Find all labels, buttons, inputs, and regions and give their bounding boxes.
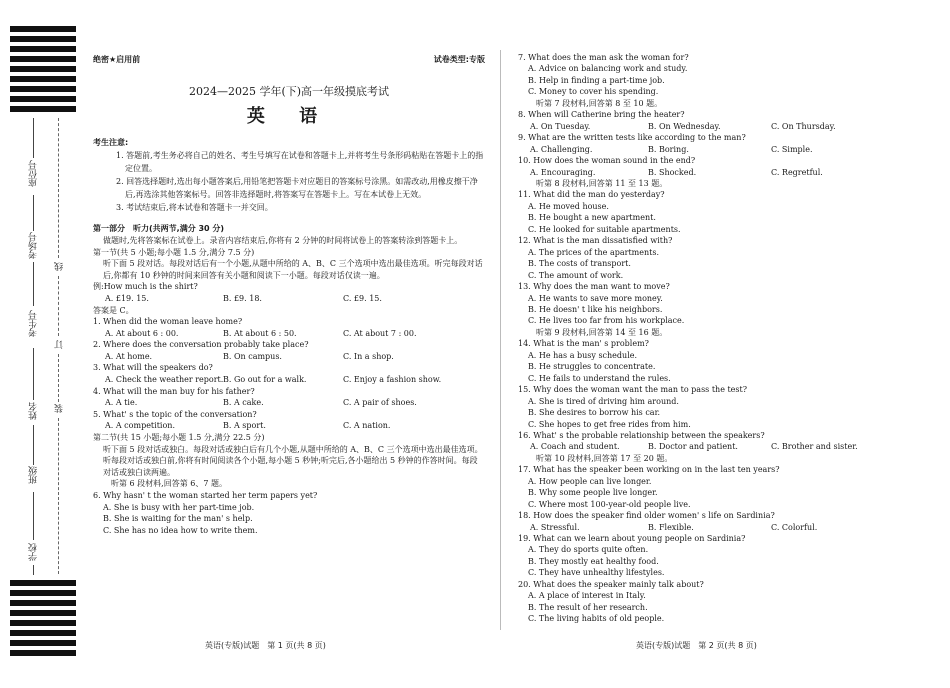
binding-mark-staple: 订 [55,340,65,349]
option: C. They have unhealthy lifestyles. [528,568,665,578]
left-questions [93,316,485,432]
right-questions [518,52,918,625]
option: C. Where most 100-year-old people live. [528,499,691,509]
note-item: 1. 答题前,考生务必将自己的姓名、考生号填写在试卷和答题卡上,并将考生号条形码粘贴在答题卡上的指定位置。 [116,151,484,174]
option: B. The costs of transport. [528,259,631,269]
option: B. He doesn' t like his neighbors. [528,304,663,314]
option: A. A tie. [105,398,138,408]
binding-mark-bind: 装 [55,404,65,413]
question-text: 13. Why does the man want to move? [518,282,670,292]
options-row [93,351,485,363]
field-line [33,118,34,158]
option: A. At about 6 : 00. [105,328,179,338]
option: A. He moved house. [528,201,609,211]
confidential-label: 绝密★启用前 [93,55,141,64]
option: C. Enjoy a fashion show. [343,375,442,385]
option: B. Shocked. [648,167,697,177]
field-line [33,195,34,231]
options-row [518,441,918,452]
option: C. Brother and sister. [771,442,858,452]
left-column [93,54,485,536]
example-option-a: A. £19. 15. [105,293,149,303]
question-text: 18. How does the speaker find older women' s life on Sardinia? [518,511,775,521]
option: C. He looked for suitable apartments. [528,224,681,234]
option: A. A place of interest in Italy. [528,591,646,601]
options-row [93,374,485,386]
material-note: 听第 9 段材料,回答第 14 至 16 题。 [536,327,668,337]
option: A. The prices of the apartments. [528,247,659,257]
options-row [518,522,918,533]
options-row [93,397,485,409]
option: C. The amount of work. [528,270,624,280]
material-note: 听第 7 段材料,回答第 8 至 10 题。 [536,98,663,108]
option: C. He fails to understand the rules. [528,373,671,383]
part1-heading: 第一部分 听力(共两节,满分 30 分) [93,224,225,234]
question-text: 15. Why does the woman want the man to pass the test? [518,385,748,395]
page-header [93,54,485,66]
options-row [93,328,485,340]
option: B. She is waiting for the man' s help. [103,514,253,524]
question-text: 9. What are the written tests like according to the man? [518,133,746,143]
option: B. A cake. [223,398,264,408]
option: B. He bought a new apartment. [528,213,656,223]
question-text: 17. What has the speaker been working on in the last ten years? [518,465,780,475]
footer-left: 英语(专版)试题 第 1 页(共 8 页) [205,641,326,650]
section2-intro: 听下面 5 段对话或独白。每段对话或独白后有几个小题,从题中所给的 A、B、C 三个选项中选出最佳选项。听每段对话或独白前,你将有时间阅读各个小题,每小题 5 秒钟;听完后,各小题给出 5 秒钟的作答时间。每段对话或独白读两遍。 [103,444,483,477]
question-text: 3. What will the speakers do? [93,363,213,373]
option: A. Advice on balancing work and study. [528,64,688,74]
option: C. Simple. [771,144,813,154]
material-note: 听第 8 段材料,回答第 11 至 13 题。 [536,178,668,188]
option: B. Help in finding a part-time job. [528,75,665,85]
option: C. At about 7 : 00. [343,328,417,338]
field-line [33,492,34,540]
option: B. He struggles to concentrate. [528,362,656,372]
field-line [33,425,34,465]
footer-right: 英语(专版)试题 第 2 页(共 8 页) [636,641,757,650]
option: A. They do sports quite often. [528,545,649,555]
option: B. Flexible. [648,522,694,532]
example-question: 例:How much is the shirt? [93,282,198,292]
option: C. In a shop. [343,351,394,361]
question-text: 7. What does the man ask the woman for? [518,53,689,62]
right-column [518,52,918,625]
option: B. Boring. [648,144,689,154]
option: A. Encouraging. [530,167,596,177]
option: B. She desires to borrow his car. [528,408,661,418]
material-note: 听第 6 段材料,回答第 6、7 题。 [111,479,227,489]
option: A. A competition. [105,421,175,431]
option: B. The result of her research. [528,602,648,612]
option: C. He lives too far from his workplace. [528,316,685,326]
candidate-number-label: 考生号 [29,310,39,337]
option: C. Money to cover his spending. [528,87,659,97]
exam-room-label: 考场号 [29,232,39,259]
option: C. Regretful. [771,167,823,177]
question-text: 4. What will the man buy for his father? [93,386,255,396]
field-line [33,565,34,575]
option: B. At about 6 : 50. [223,328,297,338]
question-text: 11. What did the man do yesterday? [518,190,665,200]
option: A. Challenging. [530,144,593,154]
option: B. On campus. [223,351,282,361]
option: A. At home. [105,351,153,361]
option: C. A pair of shoes. [343,398,417,408]
option: A. Coach and student. [530,442,620,452]
example-answer: 答案是 C。 [93,305,134,315]
question-text: 10. How does the woman sound in the end? [518,156,696,166]
option: B. On Wednesday. [648,121,721,131]
option: A. Check the weather report. [105,375,224,385]
option: C. A nation. [343,421,391,431]
option: A. She is tired of driving him around. [528,396,679,406]
subject-title: 英 语 [246,106,332,128]
option: A. Stressful. [530,522,580,532]
option: C. She has no idea how to write them. [103,525,258,535]
question-text: 8. When will Catherine bring the heater? [518,110,685,120]
option: C. On Thursday. [771,121,836,131]
part1-intro: 做题时,先将答案标在试卷上。录音内容结束后,你将有 2 分钟的时间将试卷上的答案转涂到答题卡上。 [103,235,463,245]
example-option-c: C. £9. 15. [343,293,382,303]
binding-line [58,276,59,336]
section1-heading: 第一节(共 5 小题;每小题 1.5 分,满分 7.5 分) [93,247,255,257]
option: B. Why some people live longer. [528,488,658,498]
options-row [518,144,918,155]
option: B. A sport. [223,421,266,431]
question-text: 16. What' s the probable relationship between the speakers? [518,430,765,440]
options-row [518,167,918,178]
school-label: 学校 [29,543,39,561]
question-text: 5. What' s the topic of the conversation? [93,409,257,419]
option: B. Doctor and patient. [648,442,738,452]
section2-heading: 第二节(共 15 小题;每小题 1.5 分,满分 22.5 分) [93,433,265,443]
option: C. Colorful. [771,522,818,532]
option: C. She hopes to get free rides from him. [528,419,691,429]
question-text: 1. When did the woman leave home? [93,317,243,327]
section1-intro: 听下面 5 段对话。每段对话后有一个小题,从题中所给的 A、B、C 三个选项中选出最佳选项。听完每段对话后,你都有 10 秒钟的时间来回答有关小题和阅读下一小题。每段对话仅读一遍。 [103,259,483,280]
class-label: 班级 [29,466,39,484]
notes-title: 考生注意: [93,137,129,147]
option: A. How people can live longer. [528,476,652,486]
paper-type-label: 试卷类型:专版 [433,55,485,64]
field-line [33,262,34,306]
option: A. On Tuesday. [530,121,591,131]
binding-mark-line: 线 [55,262,65,271]
option: A. She is busy with her part-time job. [103,502,255,512]
question-text: 6. Why hasn' t the woman started her term papers yet? [93,491,318,501]
options-row [93,420,485,432]
binding-line [58,418,59,574]
example-option-b: B. £9. 18. [223,293,262,303]
option: A. He wants to save more money. [528,293,663,303]
question-text: 12. What is the man dissatisfied with? [518,236,673,246]
name-label: 姓名 [29,402,39,420]
question-text: 14. What is the man' s problem? [518,339,649,349]
binding-line [58,118,59,258]
question-text: 20. What does the speaker mainly talk about? [518,579,704,589]
field-line [33,348,34,400]
note-item: 3. 考试结束后,将本试卷和答题卡一并交回。 [116,202,273,212]
material-note: 听第 10 段材料,回答第 17 至 20 题。 [536,453,673,463]
binding-line [58,354,59,402]
option: A. He has a busy schedule. [528,350,638,360]
seat-number-label: 座位号 [29,160,39,187]
column-divider [500,50,501,630]
question-text: 2. Where does the conversation probably take place? [93,340,309,350]
option: B. Go out for a walk. [223,375,307,385]
notes-list [93,150,485,214]
example-options [93,293,485,305]
option: B. They mostly eat healthy food. [528,556,659,566]
note-item: 2. 回答选择题时,选出每小题答案后,用铅笔把答题卡对应题目的答案标号涂黑。如需改动,用橡皮擦干净后,再选涂其他答案标号。回答非选择题时,将答案写在答题卡上。写在本试卷上无效。 [116,176,478,199]
question-text: 19. What can we learn about young people on Sardinia? [518,534,746,544]
exam-title: 2024—2025 学年(下)高一年级摸底考试 [188,84,390,98]
option: C. The living habits of old people. [528,614,665,624]
options-row [518,121,918,132]
